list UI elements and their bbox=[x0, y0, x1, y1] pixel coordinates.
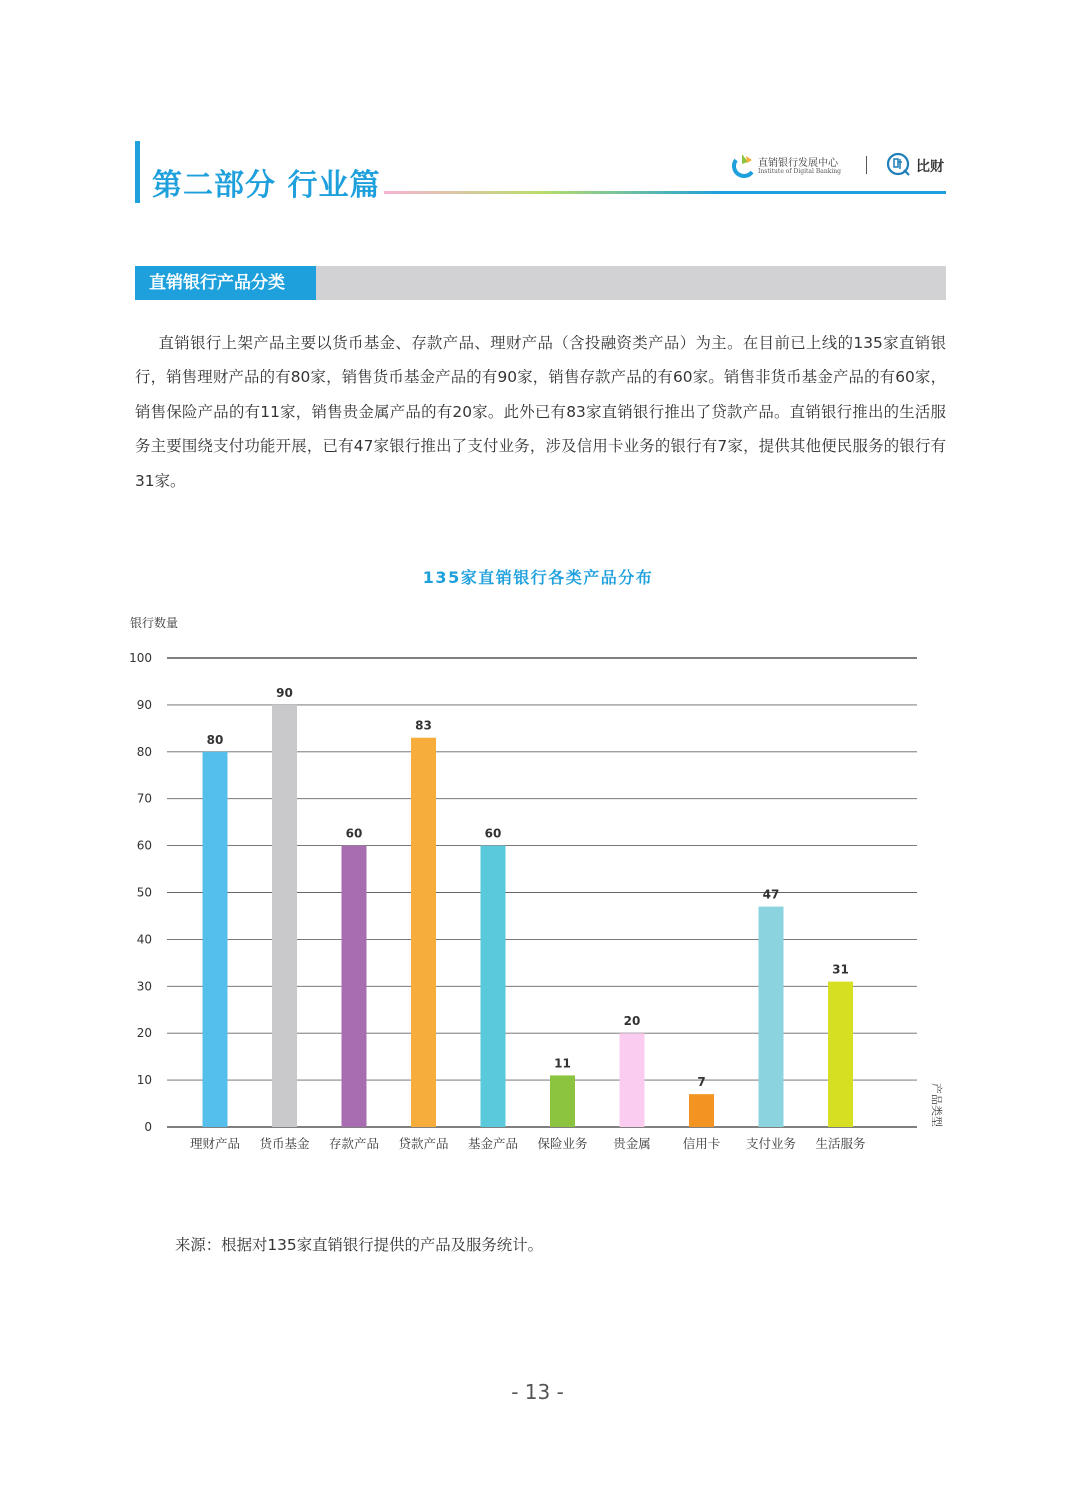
bar-value-label: 80 bbox=[206, 732, 224, 747]
logo-separator bbox=[866, 156, 867, 174]
y-tick-label: 0 bbox=[144, 1120, 152, 1134]
bicai-logo-icon bbox=[886, 152, 910, 176]
y-axis-label: 银行数量 bbox=[130, 616, 179, 630]
y-tick-label: 10 bbox=[136, 1073, 152, 1088]
bar-value-label: 60 bbox=[484, 826, 502, 841]
bar-value-label: 7 bbox=[697, 1075, 706, 1090]
bar-value-label: 90 bbox=[276, 685, 293, 700]
section-heading: 直销银行产品分类 bbox=[135, 266, 316, 300]
bar-value-label: 60 bbox=[345, 826, 363, 841]
idb-logo-name: 直销银行发展中心 bbox=[758, 158, 838, 169]
idb-logo-english: Institute of Digital Banking bbox=[758, 168, 841, 175]
bar bbox=[203, 752, 228, 1127]
bar bbox=[550, 1075, 575, 1127]
y-tick-label: 20 bbox=[136, 1026, 152, 1041]
y-tick-label: 80 bbox=[136, 744, 152, 759]
page-number: - 13 - bbox=[511, 1380, 564, 1404]
idb-logo-icon bbox=[732, 152, 756, 180]
y-tick-label: 70 bbox=[136, 791, 152, 806]
bar bbox=[689, 1094, 714, 1127]
x-tick-label: 货币基金 bbox=[259, 1136, 310, 1151]
bar bbox=[411, 738, 436, 1127]
x-tick-label: 理财产品 bbox=[189, 1136, 241, 1151]
chart-source: 来源：根据对135家直销银行提供的产品及服务统计。 bbox=[175, 1236, 543, 1254]
bar-value-label: 20 bbox=[623, 1014, 641, 1029]
chart-title: 135家直销银行各类产品分布 bbox=[422, 568, 654, 587]
bar-chart bbox=[0, 540, 1075, 1160]
body-paragraph-text: 直销银行上架产品主要以货币基金、存款产品、理财产品（含投融资类产品）为主。在目前已上线的135家直销银行，销售理财产品的有80家，销售货币基金产品的有90家，销售存款产品的有60家。销售非货币基金产品的有60家，销售保险产品的有11家，销售贵金属产品的有20家。此外已有83家直销银行推出了贷款产品。直销银行推出的生活服务主要围绕支付功能开展，已有47家银行推出了支付业务，涉及信用卡业务的银行有7家，提供其他便民服务的银行有31家。 bbox=[135, 334, 946, 490]
x-tick-label: 存款产品 bbox=[328, 1136, 380, 1151]
header-accent-bar bbox=[135, 141, 140, 203]
bar-value-label: 47 bbox=[762, 887, 780, 902]
y-tick-label: 40 bbox=[136, 932, 152, 947]
y-tick-label: 50 bbox=[136, 885, 152, 900]
header-gradient-line bbox=[384, 191, 946, 194]
x-tick-label: 支付业务 bbox=[745, 1136, 797, 1151]
y-tick-label: 60 bbox=[136, 838, 152, 853]
bicai-logo-name: 比财 bbox=[916, 159, 944, 175]
x-tick-label: 贵金属 bbox=[613, 1136, 651, 1151]
chart-bars bbox=[203, 705, 854, 1127]
bar bbox=[759, 907, 784, 1127]
x-tick-label: 基金产品 bbox=[467, 1136, 519, 1151]
bar-value-label: 83 bbox=[415, 718, 432, 733]
bar bbox=[481, 846, 506, 1127]
y-tick-label: 90 bbox=[136, 697, 152, 712]
x-tick-label: 保险业务 bbox=[537, 1136, 588, 1151]
x-axis-label: 产品类型 bbox=[930, 1083, 943, 1127]
idb-logo bbox=[732, 152, 862, 182]
y-tick-label: 30 bbox=[136, 979, 152, 994]
bar bbox=[828, 982, 853, 1127]
x-tick-label: 贷款产品 bbox=[398, 1136, 449, 1151]
body-paragraph bbox=[135, 326, 946, 498]
y-tick-label: 100 bbox=[129, 651, 152, 665]
x-tick-label: 生活服务 bbox=[815, 1136, 866, 1151]
bar-value-label: 31 bbox=[832, 962, 849, 977]
bar bbox=[272, 705, 297, 1127]
bar bbox=[620, 1033, 645, 1127]
x-tick-label: 信用卡 bbox=[682, 1136, 721, 1151]
bicai-logo bbox=[886, 152, 948, 178]
bar bbox=[342, 846, 367, 1127]
part-title: 第二部分 行业篇 bbox=[152, 168, 381, 203]
bar-value-label: 11 bbox=[554, 1056, 571, 1071]
chart-grid bbox=[129, 651, 917, 1134]
